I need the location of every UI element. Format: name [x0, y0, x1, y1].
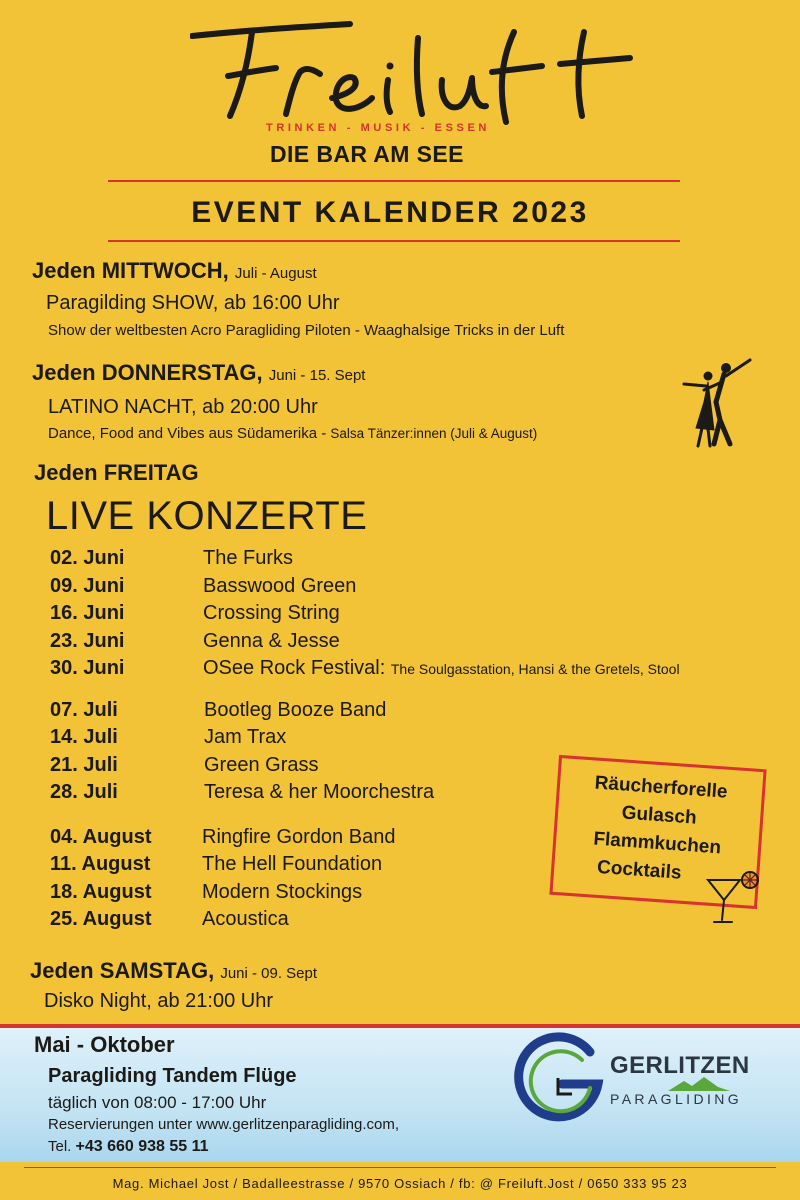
concert-date: 04. August	[50, 826, 152, 848]
saturday-event: Disko Night, ab 21:00 Uhr	[44, 990, 274, 1012]
band-name: Acoustica	[202, 908, 289, 930]
thursday-heading	[32, 360, 365, 386]
concert-date: 14. Juli	[50, 726, 118, 748]
bar-subtitle: DIE BAR AM SEE	[270, 141, 464, 167]
concert-band	[203, 657, 680, 680]
concert-band	[202, 881, 362, 904]
date-range: Juni - 09. Sept	[220, 965, 318, 982]
wednesday-heading	[32, 258, 317, 284]
concert-date: 16. Juni	[50, 602, 125, 624]
phone-label: Tel.	[48, 1138, 72, 1155]
concert-date: 21. Juli	[50, 754, 118, 776]
festival-lineup: The Soulgasstation, Hansi & the Gretels, Stool	[390, 661, 680, 677]
concert-date: 02. Juni	[50, 547, 125, 569]
band-name: The Hell Foundation	[202, 853, 383, 875]
cocktail-icon	[706, 868, 762, 928]
date-range: Juni - 15. Sept	[268, 367, 366, 384]
description-note: Salsa Tänzer:innen (Juli & August)	[330, 426, 538, 441]
concert-date: 23. Juni	[50, 630, 125, 652]
concert-band	[202, 908, 289, 931]
food-item: Räucherforelle	[594, 772, 729, 803]
band-name: Jam Trax	[204, 726, 287, 748]
band-name: The Furks	[203, 547, 294, 569]
concert-date: 25. August	[50, 908, 152, 930]
saturday-heading	[30, 958, 317, 984]
season-label: Mai - Oktober	[34, 1032, 175, 1057]
wednesday-description: Show der weltbesten Acro Paragliding Piloten - Waaghalsige Tricks in der Luft	[48, 322, 565, 339]
day-label: Jeden DONNERSTAG,	[32, 360, 263, 385]
divider	[108, 240, 680, 242]
band-name: Green Grass	[204, 754, 319, 776]
band-name: Ringfire Gordon Band	[202, 826, 396, 848]
band-name: Bootleg Booze Band	[204, 699, 387, 721]
band-name: Modern Stockings	[202, 881, 363, 903]
divider	[108, 180, 680, 182]
tagline: TRINKEN - MUSIK - ESSEN	[266, 122, 490, 134]
footer-contact: Mag. Michael Jost / Badalleestrasse / 9570 Ossiach / fb: @ Freiluft.Jost / 0650 333 95 23	[112, 1176, 688, 1191]
food-item: Flammkuchen	[592, 828, 722, 859]
concert-date: 30. Juni	[50, 657, 125, 679]
tandem-hours: täglich von 08:00 - 17:00 Uhr	[48, 1093, 267, 1112]
thursday-description	[48, 425, 537, 442]
wednesday-event: Paragilding SHOW, ab 16:00 Uhr	[46, 292, 340, 314]
day-label: Jeden SAMSTAG,	[30, 958, 215, 983]
band-name: OSee Rock Festival:	[203, 657, 386, 679]
sponsor-subtitle: PARAGLIDING	[610, 1091, 743, 1107]
concert-band	[203, 547, 293, 570]
dancers-icon	[680, 358, 756, 448]
concert-date: 18. August	[50, 881, 152, 903]
concert-band	[203, 575, 356, 598]
reservation-info: Reservierungen unter www.gerlitzenparagliding.com,	[48, 1116, 400, 1133]
friday-heading: Jeden FREITAG	[34, 460, 199, 485]
concert-date: 28. Juli	[50, 781, 118, 803]
phone-number: +43 660 938 55 11	[75, 1138, 209, 1155]
sponsor-name: GERLITZEN	[610, 1052, 750, 1079]
day-label: Jeden MITTWOCH,	[32, 258, 229, 283]
date-range: Juli - August	[234, 265, 317, 282]
concert-band	[202, 826, 395, 849]
page-title: EVENT KALENDER 2023	[191, 196, 589, 229]
concert-date: 07. Juli	[50, 699, 118, 721]
concert-band	[204, 699, 386, 722]
phone-line	[48, 1138, 209, 1156]
concert-band	[203, 602, 340, 625]
food-item: Gulasch	[621, 802, 698, 829]
concert-band	[204, 754, 318, 777]
concert-date: 09. Juni	[50, 575, 125, 597]
band-name: Basswood Green	[203, 575, 357, 597]
tandem-title: Paragliding Tandem Flüge	[48, 1065, 297, 1087]
concert-band	[203, 630, 340, 653]
thursday-event: LATINO NACHT, ab 20:00 Uhr	[48, 396, 318, 418]
band-name: Crossing String	[203, 602, 340, 624]
band-name: Teresa & her Moorchestra	[204, 781, 435, 803]
live-concerts-headline: LIVE KONZERTE	[46, 494, 368, 538]
divider	[24, 1167, 776, 1168]
concert-band	[202, 853, 382, 876]
concert-band	[204, 726, 286, 749]
gerlitzen-logo-icon	[512, 1032, 606, 1126]
concert-band	[204, 781, 434, 804]
concert-date: 11. August	[50, 853, 151, 875]
freiluft-logo	[190, 18, 670, 128]
food-item: Cocktails	[596, 856, 683, 884]
description-text: Dance, Food and Vibes aus Südamerika -	[48, 425, 327, 442]
band-name: Genna & Jesse	[203, 630, 340, 652]
mountain-icon	[668, 1077, 730, 1091]
